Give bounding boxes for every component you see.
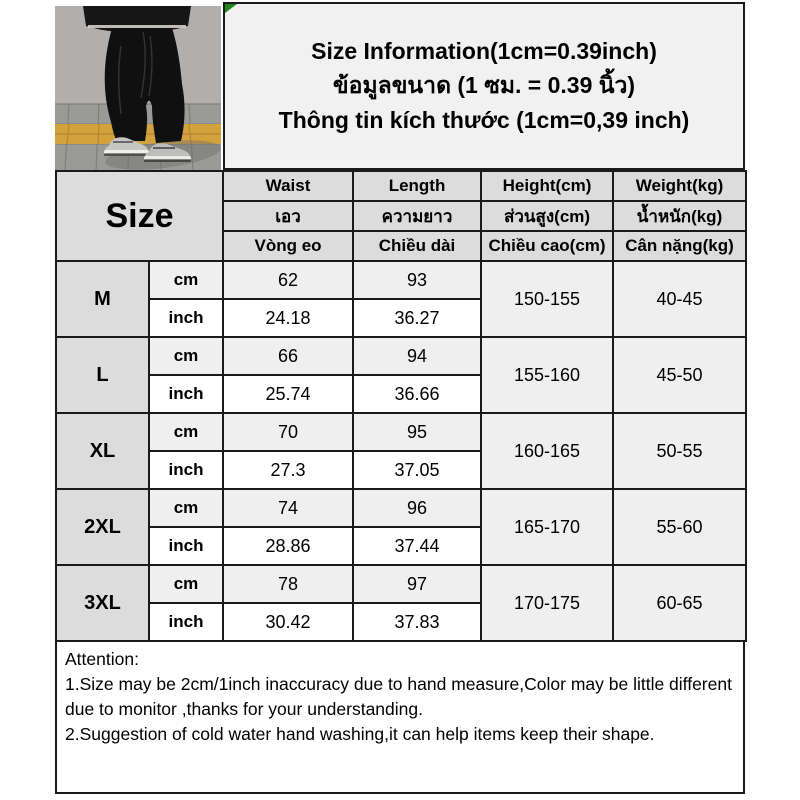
length-cm-value: 96 — [353, 489, 481, 527]
length-cm-value: 95 — [353, 413, 481, 451]
corner-accent — [225, 4, 237, 13]
header-waist-en: Waist — [223, 171, 353, 201]
length-cm-value: 97 — [353, 565, 481, 603]
waist-cm-value: 62 — [223, 261, 353, 299]
header-waist-th: เอว — [223, 201, 353, 231]
header-waist-vi: Vòng eo — [223, 231, 353, 261]
size-table-header — [56, 171, 746, 261]
table-row — [56, 337, 746, 375]
unit-cm-label: cm — [149, 413, 223, 451]
waist-cm-value: 78 — [223, 565, 353, 603]
waist-cm-value: 66 — [223, 337, 353, 375]
length-inch-value: 37.44 — [353, 527, 481, 565]
waist-inch-value: 28.86 — [223, 527, 353, 565]
unit-inch-label: inch — [149, 603, 223, 641]
header-length-th: ความยาว — [353, 201, 481, 231]
header-height-vi: Chiều cao(cm) — [481, 231, 613, 261]
length-inch-value: 36.66 — [353, 375, 481, 413]
length-cm-value: 93 — [353, 261, 481, 299]
size-cell-l: L — [56, 337, 149, 413]
title-thai: ข้อมูลขนาด (1 ซม. = 0.39 นิ้ว) — [332, 72, 636, 99]
size-cell-3xl: 3XL — [56, 565, 149, 641]
attention-heading: Attention: — [65, 649, 139, 669]
waist-cm-value: 70 — [223, 413, 353, 451]
unit-inch-label: inch — [149, 375, 223, 413]
height-range: 170-175 — [481, 565, 613, 641]
waist-inch-value: 25.74 — [223, 375, 353, 413]
table-row — [56, 565, 746, 603]
length-inch-value: 37.05 — [353, 451, 481, 489]
attention-note-1: 1.Size may be 2cm/1inch inaccuracy due to hand measure,Color may be little different due to monitor ,thanks for your understanding. — [65, 673, 732, 719]
size-chart-page — [55, 2, 745, 794]
header-weight-vi: Cân nặng(kg) — [613, 231, 746, 261]
length-inch-value: 37.83 — [353, 603, 481, 641]
weight-range: 40-45 — [613, 261, 746, 337]
unit-inch-label: inch — [149, 451, 223, 489]
size-cell-m: M — [56, 261, 149, 337]
height-range: 150-155 — [481, 261, 613, 337]
unit-cm-label: cm — [149, 261, 223, 299]
table-row — [56, 489, 746, 527]
size-cell-2xl: 2XL — [56, 489, 149, 565]
length-cm-value: 94 — [353, 337, 481, 375]
unit-inch-label: inch — [149, 527, 223, 565]
top-section — [55, 2, 745, 170]
header-size: Size — [56, 171, 223, 261]
attention-note-2: 2.Suggestion of cold water hand washing,it can help items keep their shape. — [65, 723, 655, 744]
length-inch-value: 36.27 — [353, 299, 481, 337]
table-row — [56, 413, 746, 451]
height-range: 160-165 — [481, 413, 613, 489]
header-height-th: ส่วนสูง(cm) — [481, 201, 613, 231]
header-weight-en: Weight(kg) — [613, 171, 746, 201]
title-english: Size Information(1cm=0.39inch) — [311, 38, 657, 65]
size-table — [55, 170, 747, 642]
weight-range: 50-55 — [613, 413, 746, 489]
waist-cm-value: 74 — [223, 489, 353, 527]
height-range: 155-160 — [481, 337, 613, 413]
attention-box — [55, 642, 745, 794]
header-length-vi: Chiều dài — [353, 231, 481, 261]
title-box — [223, 2, 745, 170]
weight-range: 60-65 — [613, 565, 746, 641]
waist-inch-value: 27.3 — [223, 451, 353, 489]
header-weight-th: น้ำหนัก(kg) — [613, 201, 746, 231]
unit-cm-label: cm — [149, 337, 223, 375]
title-vietnamese: Thông tin kích thước (1cm=0,39 inch) — [278, 106, 690, 133]
product-photo-illustration — [55, 6, 221, 170]
product-photo — [55, 6, 221, 170]
unit-cm-label: cm — [149, 565, 223, 603]
waist-inch-value: 24.18 — [223, 299, 353, 337]
header-height-en: Height(cm) — [481, 171, 613, 201]
unit-cm-label: cm — [149, 489, 223, 527]
header-length-en: Length — [353, 171, 481, 201]
weight-range: 45-50 — [613, 337, 746, 413]
height-range: 165-170 — [481, 489, 613, 565]
size-cell-xl: XL — [56, 413, 149, 489]
waist-inch-value: 30.42 — [223, 603, 353, 641]
unit-inch-label: inch — [149, 299, 223, 337]
table-row — [56, 261, 746, 299]
weight-range: 55-60 — [613, 489, 746, 565]
